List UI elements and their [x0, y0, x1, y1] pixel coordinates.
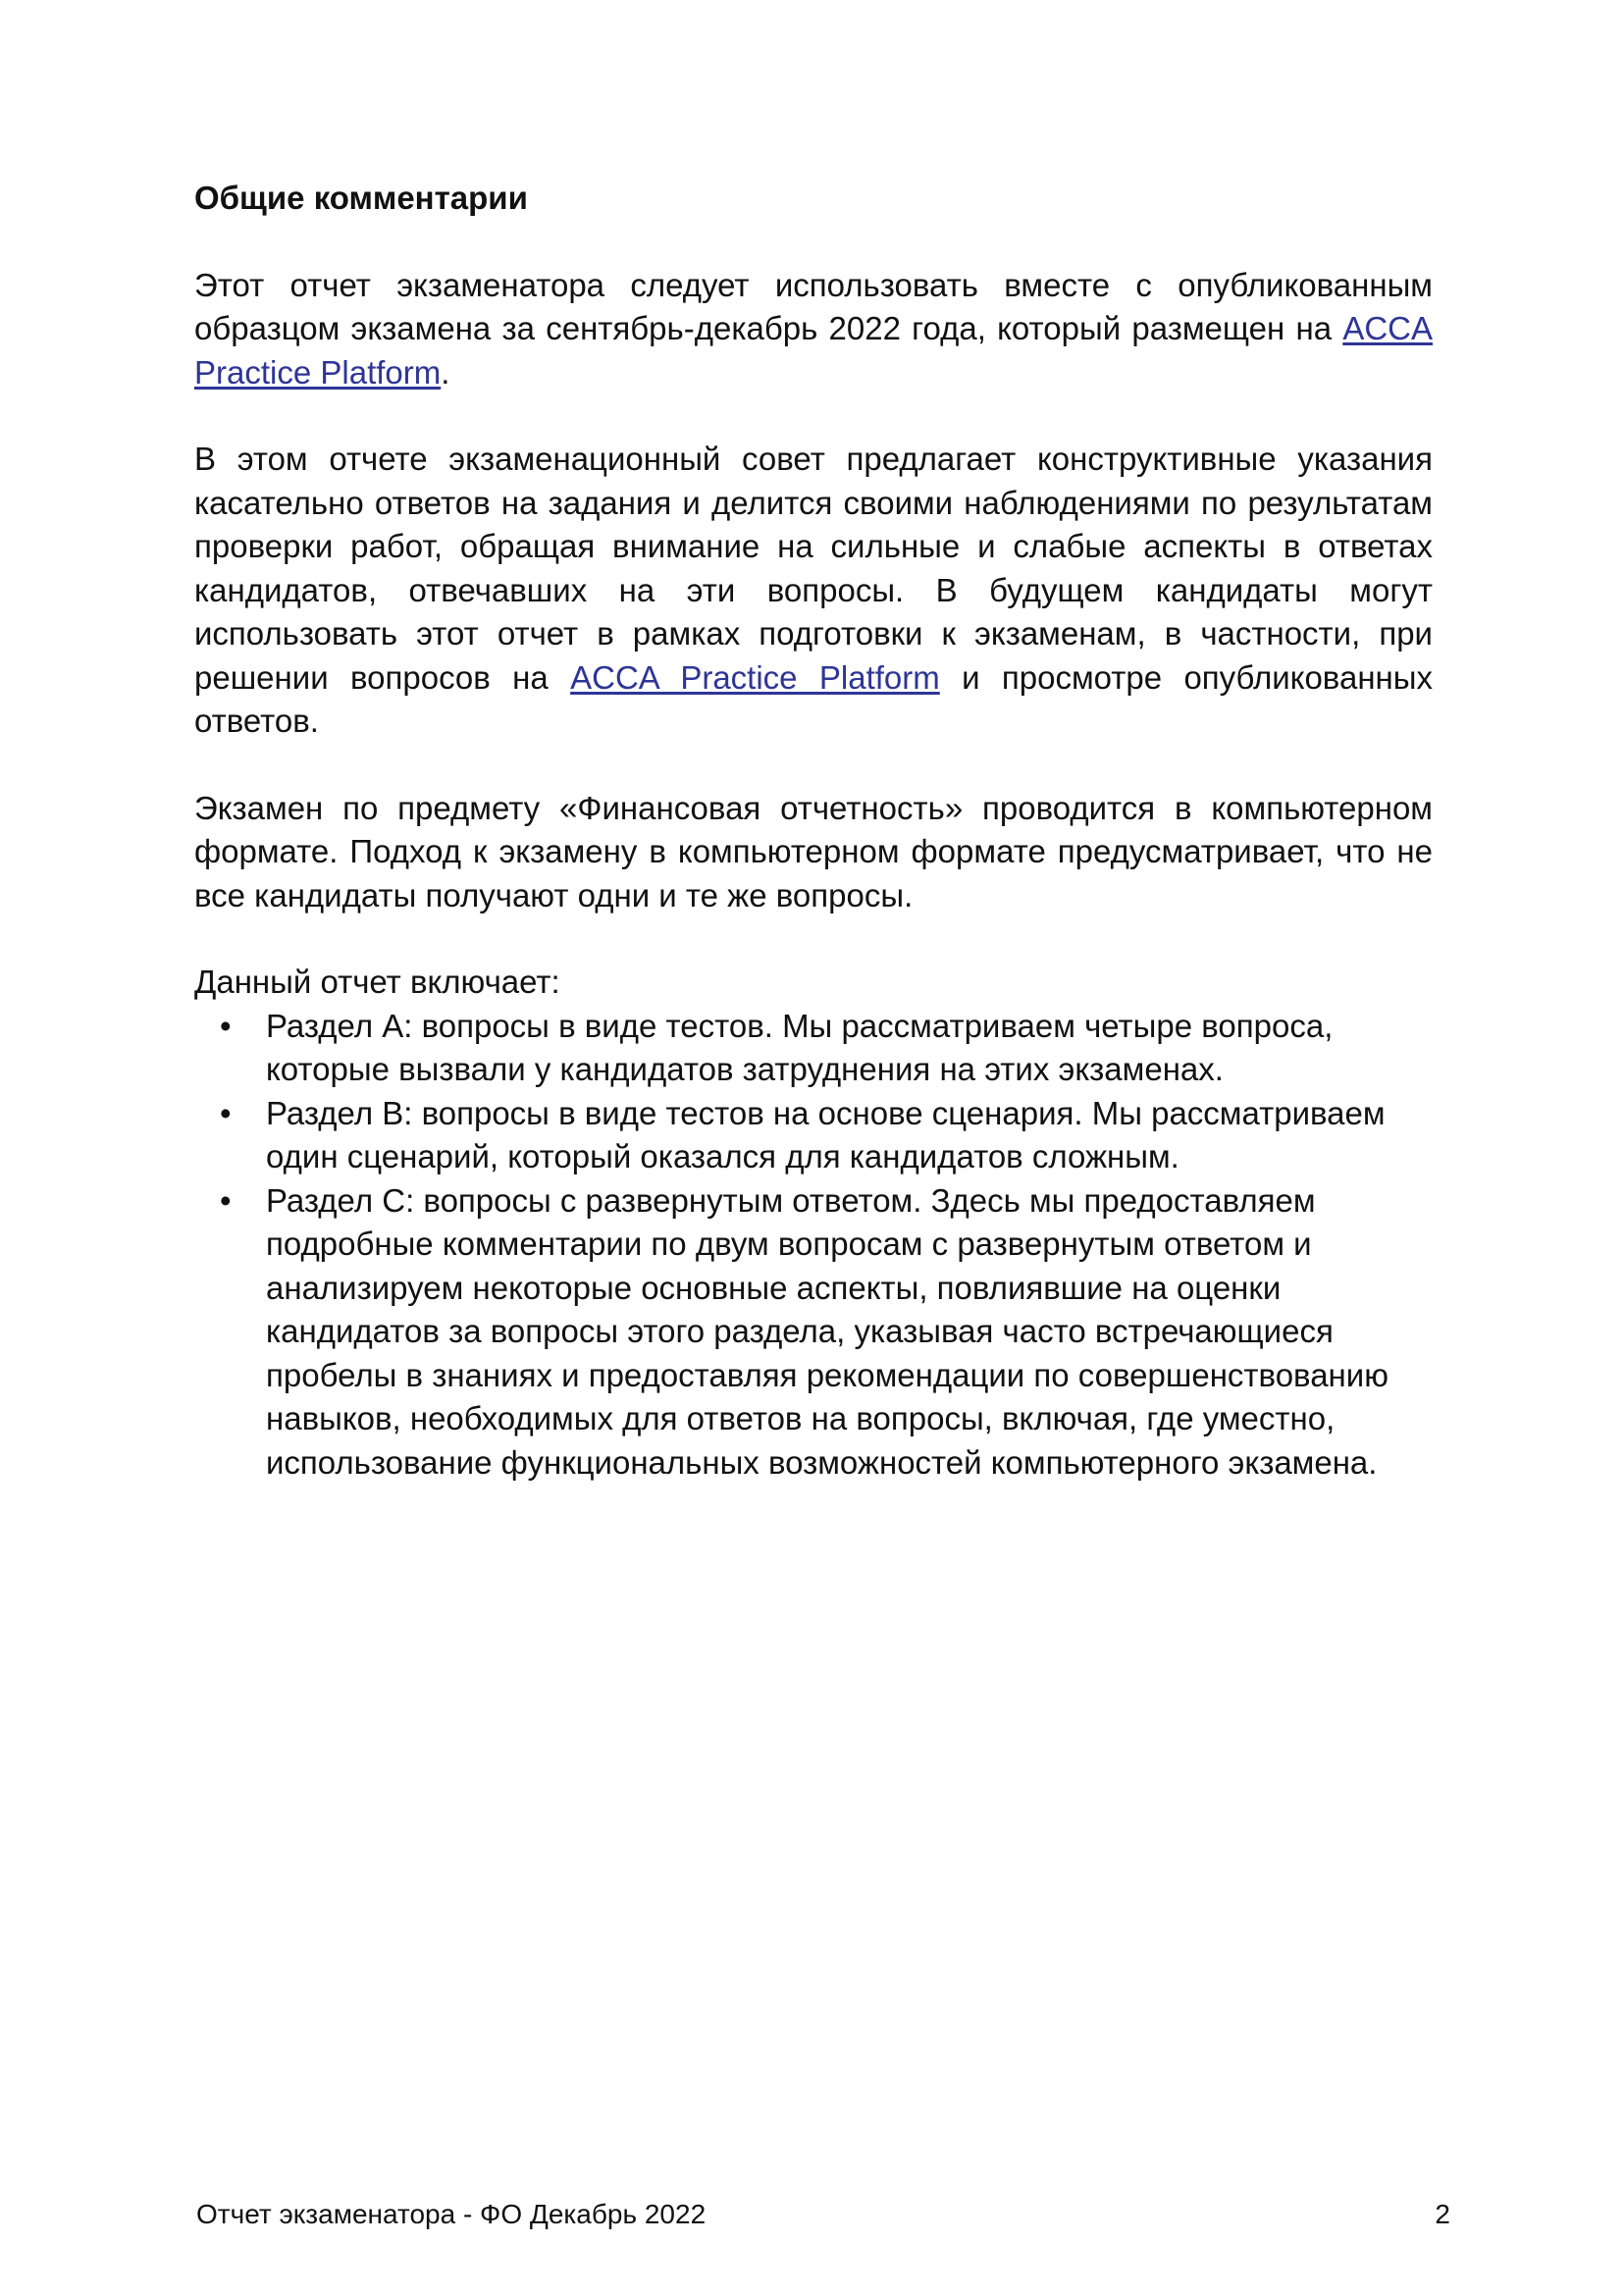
- bullet-icon: •: [220, 1181, 232, 1219]
- intro-paragraph-text: Этот отчет экзаменатора следует использовать вместе с опубликованным образцом экзамена за сентябрь-декабрь 2022 года, который размещен на: [194, 266, 1433, 346]
- list-item-text: Раздел B: вопросы в виде тестов на основе сценария. Мы рассматриваем один сценарий, который оказался для кандидатов сложным.: [266, 1094, 1386, 1174]
- footer-title: Отчет экзаменатора - ФО Декабрь 2022: [196, 2199, 707, 2229]
- cbe-paragraph: Экзамен по предмету «Финансовая отчетность» проводится в компьютерном формате. Подход к экзамену в компьютерном формате предусматривает, что не все кандидаты получают одни и те же вопросы.: [194, 789, 1433, 913]
- list-item-section-b: [194, 1092, 1433, 1179]
- list-item-text: Раздел C: вопросы с развернутым ответом. Здесь мы предоставляем подробные комментарии по двум вопросам с развернутым ответом и анализируем некоторые основные аспекты, повлиявшие на оценки кандидатов за вопросы этого раздела, указывая часто встречающиеся пробелы в знаниях и предоставляя рекомендации по совершенствованию навыков, необходимых для ответов на вопросы, включая, где уместно, использование функциональных возможностей компьютерного экзамена.: [266, 1181, 1388, 1481]
- intro-paragraph: [194, 264, 1433, 395]
- board-paragraph-text: В этом отчете экзаменационный совет предлагает конструктивные указания касательно ответов на задания и делится своими наблюдениями по результатам проверки работ, обращая внимание на сильные и слабые аспекты в ответах кандидатов, отвечавших на эти вопросы. В будущем кандидаты могут использовать этот отчет в рамках подготовки к экзаменам, в частности, при решении вопросов на: [194, 441, 1433, 696]
- list-item-section-a: [194, 1005, 1433, 1092]
- board-paragraph-end: и просмотре опубликованных ответов.: [194, 658, 1433, 739]
- list-item-section-c: [194, 1179, 1433, 1486]
- board-paragraph: [194, 438, 1433, 744]
- bullet-icon: •: [220, 1007, 232, 1044]
- bullet-icon: •: [220, 1094, 232, 1131]
- page-number: 2: [1435, 2199, 1450, 2229]
- document-body: [194, 177, 1433, 1485]
- acca-practice-platform-link-2[interactable]: ACCA Practice Platform: [570, 658, 940, 696]
- acca-practice-platform-link[interactable]: ACCA Practice Platform: [194, 310, 1433, 391]
- section-heading: Общие комментарии: [194, 180, 528, 216]
- list-intro: Данный отчет включает:: [194, 964, 560, 1000]
- list-item-text: Раздел A: вопросы в виде тестов. Мы рассматриваем четыре вопроса, которые вызвали у кандидатов затруднения на этих экзаменах.: [266, 1007, 1334, 1087]
- report-contents-list: [194, 1005, 1433, 1486]
- intro-paragraph-end: .: [441, 353, 450, 391]
